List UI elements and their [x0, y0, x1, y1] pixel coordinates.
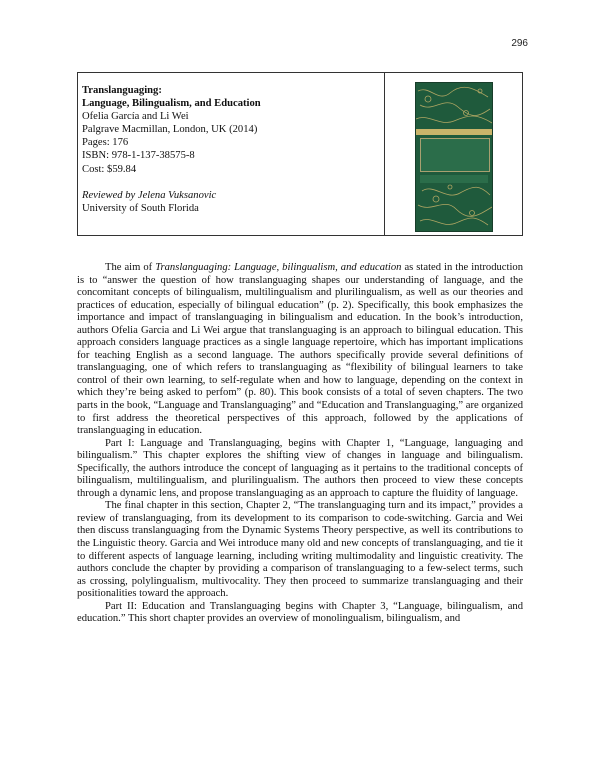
book-title-line2: Language, Bilingualism, and Education — [82, 98, 261, 110]
paragraph-1-start: The aim of — [105, 262, 156, 273]
page-number: 296 — [511, 38, 528, 49]
book-info-box — [77, 72, 523, 236]
book-details — [78, 73, 385, 235]
book-cost: Cost: $59.84 — [82, 163, 137, 175]
paragraph-1-rest: as stated in the introduction is to “answer the question of how translanguaging shapes our understanding of language, and the concomitant concepts of bilingualism, multilingualism and plurilingualism, as well as our theories and practices of education, especially of bilingual education” (p. 2). Specifically, this book emphasizes the importance and impact of translanguaging in bilingualism and education. In the book’s introduction, authors Ofelia Garcia and Li Wei argue that translanguaging is an approach to bilingual education. This approach considers language practices as a single language repertoire, which has important implications for teaching English as a second language. The authors specifically provide several definitions of translanguaging, one of which refers to translanguaging as “flexibility of bilingual learners to take control of their own learning, to self-regulate when and how to language, depending on the context in which they’re being asked to perfom” (p. 80). This book consists of a total of seven chapters. The two parts in the book, “Language and Translanguaging” and “Education and Translanguaging,” are organized to first address the theoretical perspectives of this approach, followed by the applications of translanguaging in education. — [77, 262, 523, 437]
paragraph-4: Part II: Education and Translanguaging begins with Chapter 3, “Language, bilingualism, and education.” This short chapter provides an overview of monolingualism, bilingualism, and — [77, 600, 523, 625]
book-authors: Ofelia García and Li Wei — [82, 111, 189, 123]
book-title-italic: Translanguaging: Language, bilingualism, and education — [155, 262, 402, 273]
paragraph-2: Part I: Language and Translanguaging, begins with Chapter 1, “Language, languaging and bilingualism.” This chapter explores the shifting view of changes in language and bilingualism. Specifically, the authors introduce the concept of languaging as it pertains to the traditional concepts of bilingualism, multilingualism, and plurilingualism. The authors then proceed to view these concepts through a dynamic lens, and propose translanguaging as an approach to capture the fluidity of language. — [77, 437, 523, 499]
paragraph-1 — [77, 262, 523, 438]
book-cover-cell — [385, 73, 522, 235]
book-pages: Pages: 176 — [82, 137, 129, 149]
reviewer-name: Reviewed by Jelena Vuksanovic — [82, 189, 217, 201]
cover-publisher-band — [416, 129, 492, 135]
book-title-line1: Translanguaging: — [82, 85, 162, 96]
review-body — [77, 262, 523, 626]
cover-title-band — [420, 138, 490, 172]
book-publisher: Palgrave Macmillan, London, UK (2014) — [82, 124, 258, 136]
book-isbn: ISBN: 978-1-137-38575-8 — [82, 150, 195, 162]
reviewer-affiliation: University of South Florida — [82, 202, 199, 214]
paragraph-3: The final chapter in this section, Chapter 2, “The translanguaging turn and its impact,” provides a review of translanguaging, from its development to its comparison to code-switching. Garcia and Wei then discuss translanguaging from the Dynamic Systems Theory perspective, as well its contributions to the Linguistic theory. Garcia and Wei introduce many old and new concepts of translanguaging, and tie it to different aspects of language learning, including writing multimodality and linguistic creativity. The authors conclude the chapter by providing a comparison of translanguaging to a few-select terms, such as crossing, polylingualism, multivocality. They then proceed to summarize translanguaging and their positionalities toward the approach. — [77, 500, 523, 600]
cover-author-band — [420, 175, 488, 183]
spacer — [82, 176, 384, 189]
book-cover-image — [415, 82, 493, 232]
